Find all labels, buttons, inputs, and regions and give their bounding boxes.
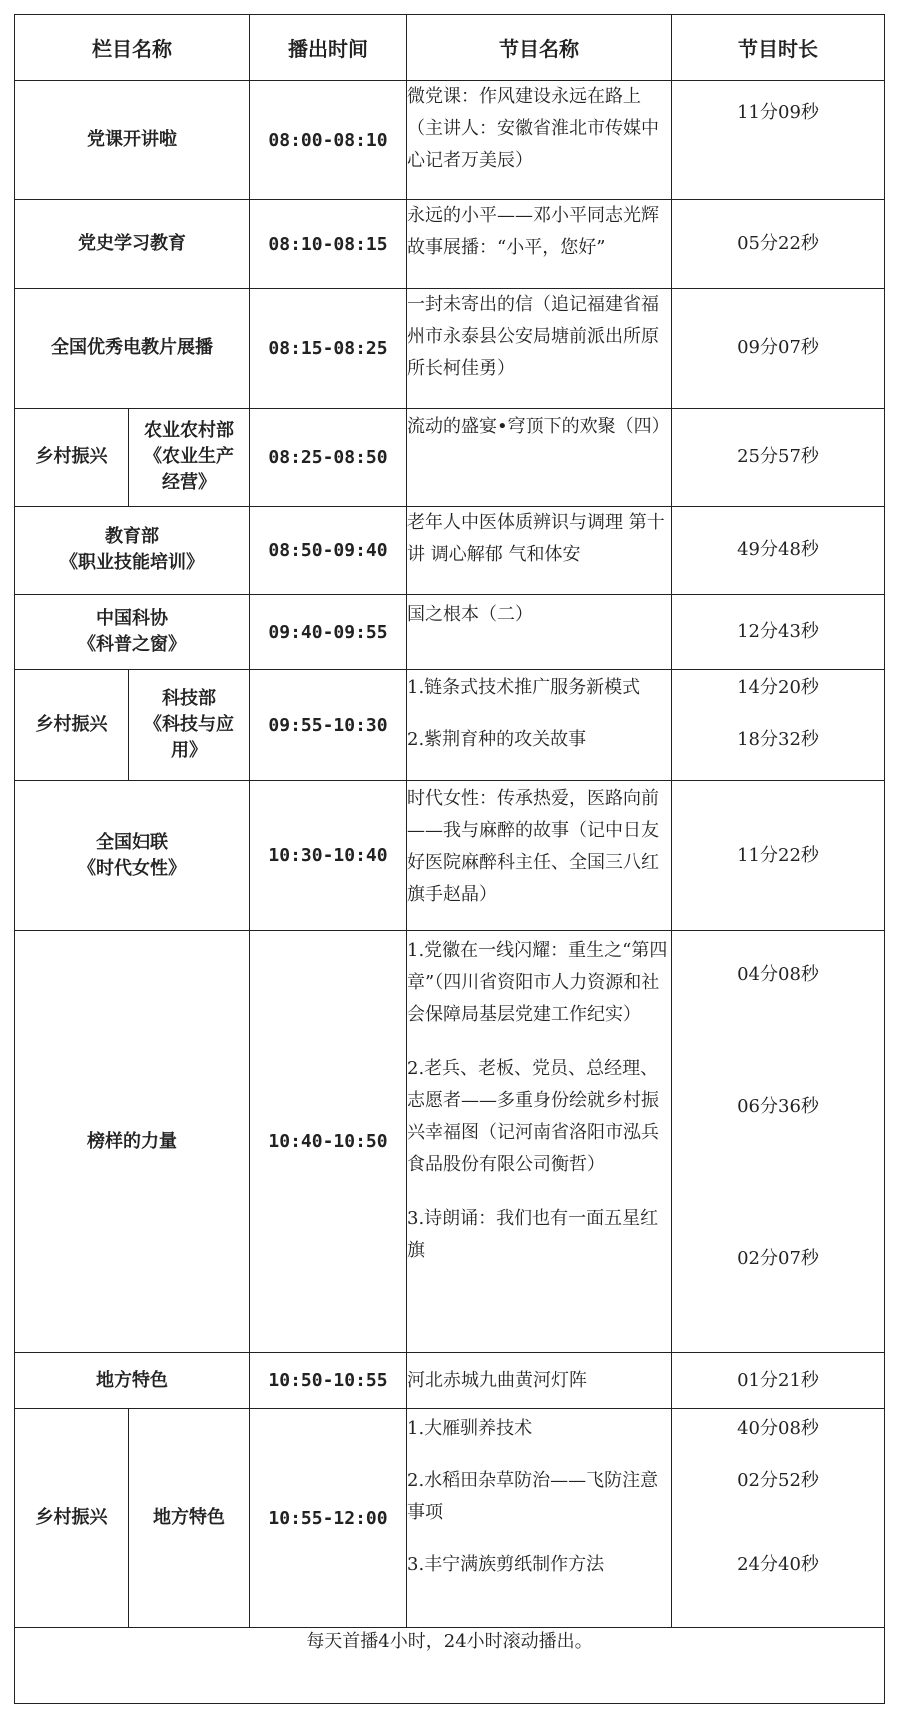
air-time: 08:25-08:50 xyxy=(250,409,407,506)
duration-item: 04分08秒 xyxy=(737,963,819,985)
program-name xyxy=(407,669,672,781)
air-time: 08:15-08:25 xyxy=(250,288,407,408)
column-line: 《科普之窗》 xyxy=(78,634,186,656)
duration-item: 14分20秒 xyxy=(737,676,819,698)
program-name xyxy=(407,781,672,930)
program-item: 老年人中医体质辨识与调理 第十讲 调心解郁 气和体安 xyxy=(407,511,665,565)
program-name xyxy=(407,506,672,595)
program-item: 河北赤城九曲黄河灯阵 xyxy=(407,1369,587,1391)
program-name xyxy=(407,288,672,408)
air-time: 09:55-10:30 xyxy=(250,669,407,781)
column-name: 地方特色 xyxy=(15,1353,250,1409)
sub-column-line: 用》 xyxy=(171,740,207,762)
duration-item: 02分07秒 xyxy=(737,1247,819,1269)
duration xyxy=(672,930,885,1352)
column-line: 全国妇联 xyxy=(96,831,168,853)
air-time: 09:40-09:55 xyxy=(250,595,407,670)
program-name xyxy=(407,595,672,670)
duration-item: 24分40秒 xyxy=(737,1554,819,1576)
program-item: 流动的盛宴•穹顶下的欢聚（四） xyxy=(407,416,670,438)
sub-column-line: 经营》 xyxy=(162,472,216,494)
program-item: 永远的小平——邓小平同志光辉故事展播：“小平，您好” xyxy=(407,205,659,259)
program-item: 2.紫荆育种的攻关故事 xyxy=(407,728,587,750)
header-program: 节目名称 xyxy=(407,15,672,81)
table-row xyxy=(15,669,885,781)
duration xyxy=(672,781,885,930)
duration xyxy=(672,409,885,506)
air-time: 08:00-08:10 xyxy=(250,81,407,200)
duration-item: 06分36秒 xyxy=(737,1095,819,1117)
air-time: 10:40-10:50 xyxy=(250,930,407,1352)
column-line: 中国科协 xyxy=(96,608,168,630)
column-name: 全国优秀电教片展播 xyxy=(15,288,250,408)
schedule-table xyxy=(14,14,885,1704)
program-item: 时代女性：传承热爱，医路向前——我与麻醉的故事（记中日友好医院麻醉科主任、全国三八红旗手赵晶） xyxy=(407,788,659,906)
column-name xyxy=(15,506,250,595)
table-row xyxy=(15,781,885,930)
column-line: 《职业技能培训》 xyxy=(60,552,204,574)
program-name xyxy=(407,200,672,289)
column-name: 榜样的力量 xyxy=(15,930,250,1352)
duration xyxy=(672,595,885,670)
duration-item: 11分22秒 xyxy=(737,844,819,866)
footer-row xyxy=(15,1628,885,1704)
program-name xyxy=(407,930,672,1352)
table-row xyxy=(15,81,885,200)
column-name: 乡村振兴 xyxy=(15,669,129,781)
program-item: 微党课：作风建设永远在路上（主讲人：安徽省淮北市传媒中心记者万美辰） xyxy=(407,86,659,172)
sub-column-name xyxy=(129,409,250,506)
sub-column-line: 《科技与应 xyxy=(144,714,234,736)
table-row xyxy=(15,409,885,506)
program-item: 1.大雁驯养技术 xyxy=(407,1418,533,1440)
duration xyxy=(672,288,885,408)
program-item: 3.丰宁满族剪纸制作方法 xyxy=(407,1554,605,1576)
footer-note: 每天首播4小时，24小时滚动播出。 xyxy=(15,1628,885,1704)
air-time: 08:10-08:15 xyxy=(250,200,407,289)
header-row xyxy=(15,15,885,81)
duration xyxy=(672,1353,885,1409)
header-time: 播出时间 xyxy=(250,15,407,81)
duration-item: 11分09秒 xyxy=(737,102,819,124)
table-row xyxy=(15,506,885,595)
table-row xyxy=(15,930,885,1352)
duration xyxy=(672,506,885,595)
program-item: 2.水稻田杂草防治——飞防注意事项 xyxy=(407,1470,659,1524)
program-name xyxy=(407,81,672,200)
column-name xyxy=(15,595,250,670)
air-time: 08:50-09:40 xyxy=(250,506,407,595)
duration-item: 02分52秒 xyxy=(737,1470,819,1492)
duration-item: 05分22秒 xyxy=(737,233,819,254)
program-name xyxy=(407,409,672,506)
header-duration: 节目时长 xyxy=(672,15,885,81)
column-line: 《时代女性》 xyxy=(78,857,186,879)
duration xyxy=(672,669,885,781)
header-column: 栏目名称 xyxy=(15,15,250,81)
table-row xyxy=(15,200,885,289)
sub-column-name: 地方特色 xyxy=(129,1409,250,1628)
air-time: 10:50-10:55 xyxy=(250,1353,407,1409)
column-line: 教育部 xyxy=(105,526,159,548)
table-row xyxy=(15,288,885,408)
program-name xyxy=(407,1409,672,1628)
duration-item: 18分32秒 xyxy=(737,728,819,750)
duration xyxy=(672,1409,885,1628)
sub-column-line: 《农业生产 xyxy=(144,446,234,468)
table-row xyxy=(15,1353,885,1409)
duration-item: 25分57秒 xyxy=(737,446,819,468)
duration-item: 49分48秒 xyxy=(737,539,819,561)
program-item: 一封未寄出的信（追记福建省福州市永泰县公安局塘前派出所原所长柯佳勇） xyxy=(407,293,659,379)
sub-column-line: 科技部 xyxy=(162,688,216,710)
sub-column-name xyxy=(129,669,250,781)
program-item: 国之根本（二） xyxy=(407,604,533,626)
duration xyxy=(672,81,885,200)
table-row xyxy=(15,1409,885,1628)
duration xyxy=(672,200,885,289)
duration-item: 12分43秒 xyxy=(737,621,819,643)
table-row xyxy=(15,595,885,670)
program-name xyxy=(407,1353,672,1409)
duration-item: 09分07秒 xyxy=(737,337,819,359)
program-item: 1.党徽在一线闪耀：重生之“第四章”（四川省资阳市人力资源和社会保障局基层党建工作纪实） xyxy=(407,939,668,1025)
sub-column-line: 农业农村部 xyxy=(144,420,234,442)
column-name: 党课开讲啦 xyxy=(15,81,250,200)
program-item: 3.诗朗诵：我们也有一面五星红旗 xyxy=(407,1207,659,1261)
column-name: 乡村振兴 xyxy=(15,1409,129,1628)
duration-item: 01分21秒 xyxy=(737,1369,819,1391)
air-time: 10:55-12:00 xyxy=(250,1409,407,1628)
duration-item: 40分08秒 xyxy=(737,1418,819,1440)
air-time: 10:30-10:40 xyxy=(250,781,407,930)
column-name: 党史学习教育 xyxy=(15,200,250,289)
column-name xyxy=(15,781,250,930)
column-name: 乡村振兴 xyxy=(15,409,129,506)
program-item: 1.链条式技术推广服务新模式 xyxy=(407,676,641,698)
program-item: 2.老兵、老板、党员、总经理、志愿者——多重身份绘就乡村振兴幸福图（记河南省洛阳市泓兵食品股份有限公司衡哲） xyxy=(407,1057,659,1175)
